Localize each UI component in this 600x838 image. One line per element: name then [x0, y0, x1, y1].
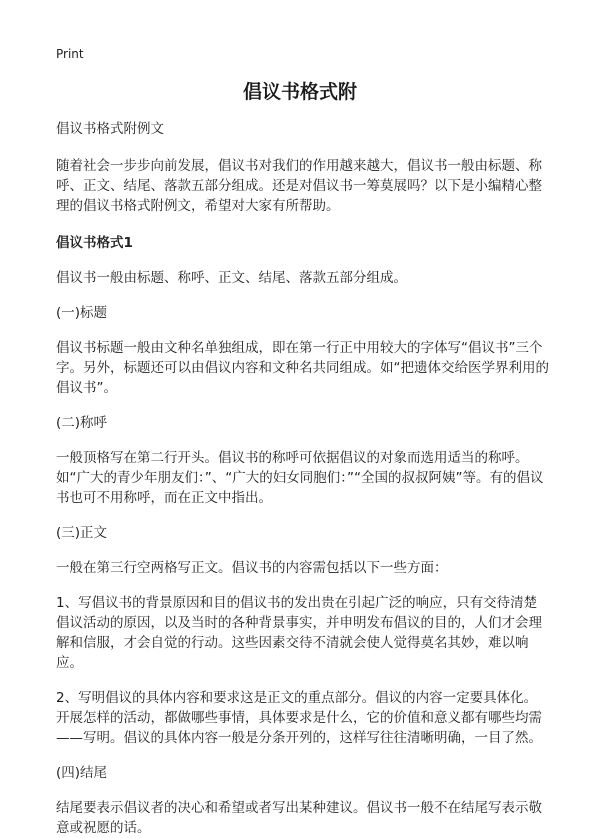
intro-paragraph: 随着社会一步步向前发展，倡议书对我们的作用越来越大，倡议书一般由标题、称呼、正文、结尾、落款五部分组成。还是对倡议书一筹莫展吗？以下是小编精心整理的倡议书格式附例文，希望对大家有所帮助。 [56, 158, 542, 214]
part-paragraph: 倡议书标题一般由文种名单独组成，即在第一行正中用较大的字体写“倡议书”三个字。另外，标题还可以由倡议内容和文种名共同组成。如“把遗体交给医学界利用的倡议书”。 [56, 340, 549, 396]
part-heading-body: (三)正文 [56, 525, 108, 541]
part-paragraph: 一般顶格写在第二行开头。倡议书的称呼可依据倡议的对象而选用适当的称呼。如“广大的青少年朋友们：”、“广大的妇女同胞们：”“全国的叔叔阿姨”等。有的倡议书也可不用称呼，而在正文中指出。 [56, 450, 544, 506]
print-link[interactable]: Print [56, 47, 84, 61]
part-paragraph: 2、写明倡议的具体内容和要求这是正文的重点部分。倡议的内容一定要具体化。开展怎样的活动，都做哪些事情，具体要求是什么，它的价值和意义都有哪些均需——写明。倡议的具体内容一般是分条开列的，这样写往往清晰明确，一目了然。 [56, 690, 542, 746]
overview-paragraph: 倡议书一般由标题、称呼、正文、结尾、落款五部分组成。 [56, 270, 407, 286]
document-title: 倡议书格式附 [242, 81, 357, 103]
section-heading: 倡议书格式1 [56, 235, 133, 251]
part-heading-salutation: (二)称呼 [56, 415, 108, 431]
part-paragraph: 结尾要表示倡议者的决心和希望或者写出某种建议。倡议书一般不在结尾写表示敬意或祝愿的话。 [56, 800, 542, 836]
part-heading-ending: (四)结尾 [56, 765, 108, 781]
part-heading-title: (一)标题 [56, 305, 108, 321]
part-paragraph: 一般在第三行空两格写正文。倡议书的内容需包括以下一些方面： [56, 560, 448, 576]
document-subtitle: 倡议书格式附例文 [56, 121, 164, 137]
part-paragraph: 1、写倡议书的背景原因和目的倡议书的发出贵在引起广泛的响应，只有交待清楚倡议活动的原因，以及当时的各种背景事实，并申明发布倡议的目的，人们才会理解和信服，才会自觉的行动。这些因素交待不清就会使人觉得莫名其妙，难以响应。 [56, 595, 542, 671]
document-body [56, 119, 550, 838]
